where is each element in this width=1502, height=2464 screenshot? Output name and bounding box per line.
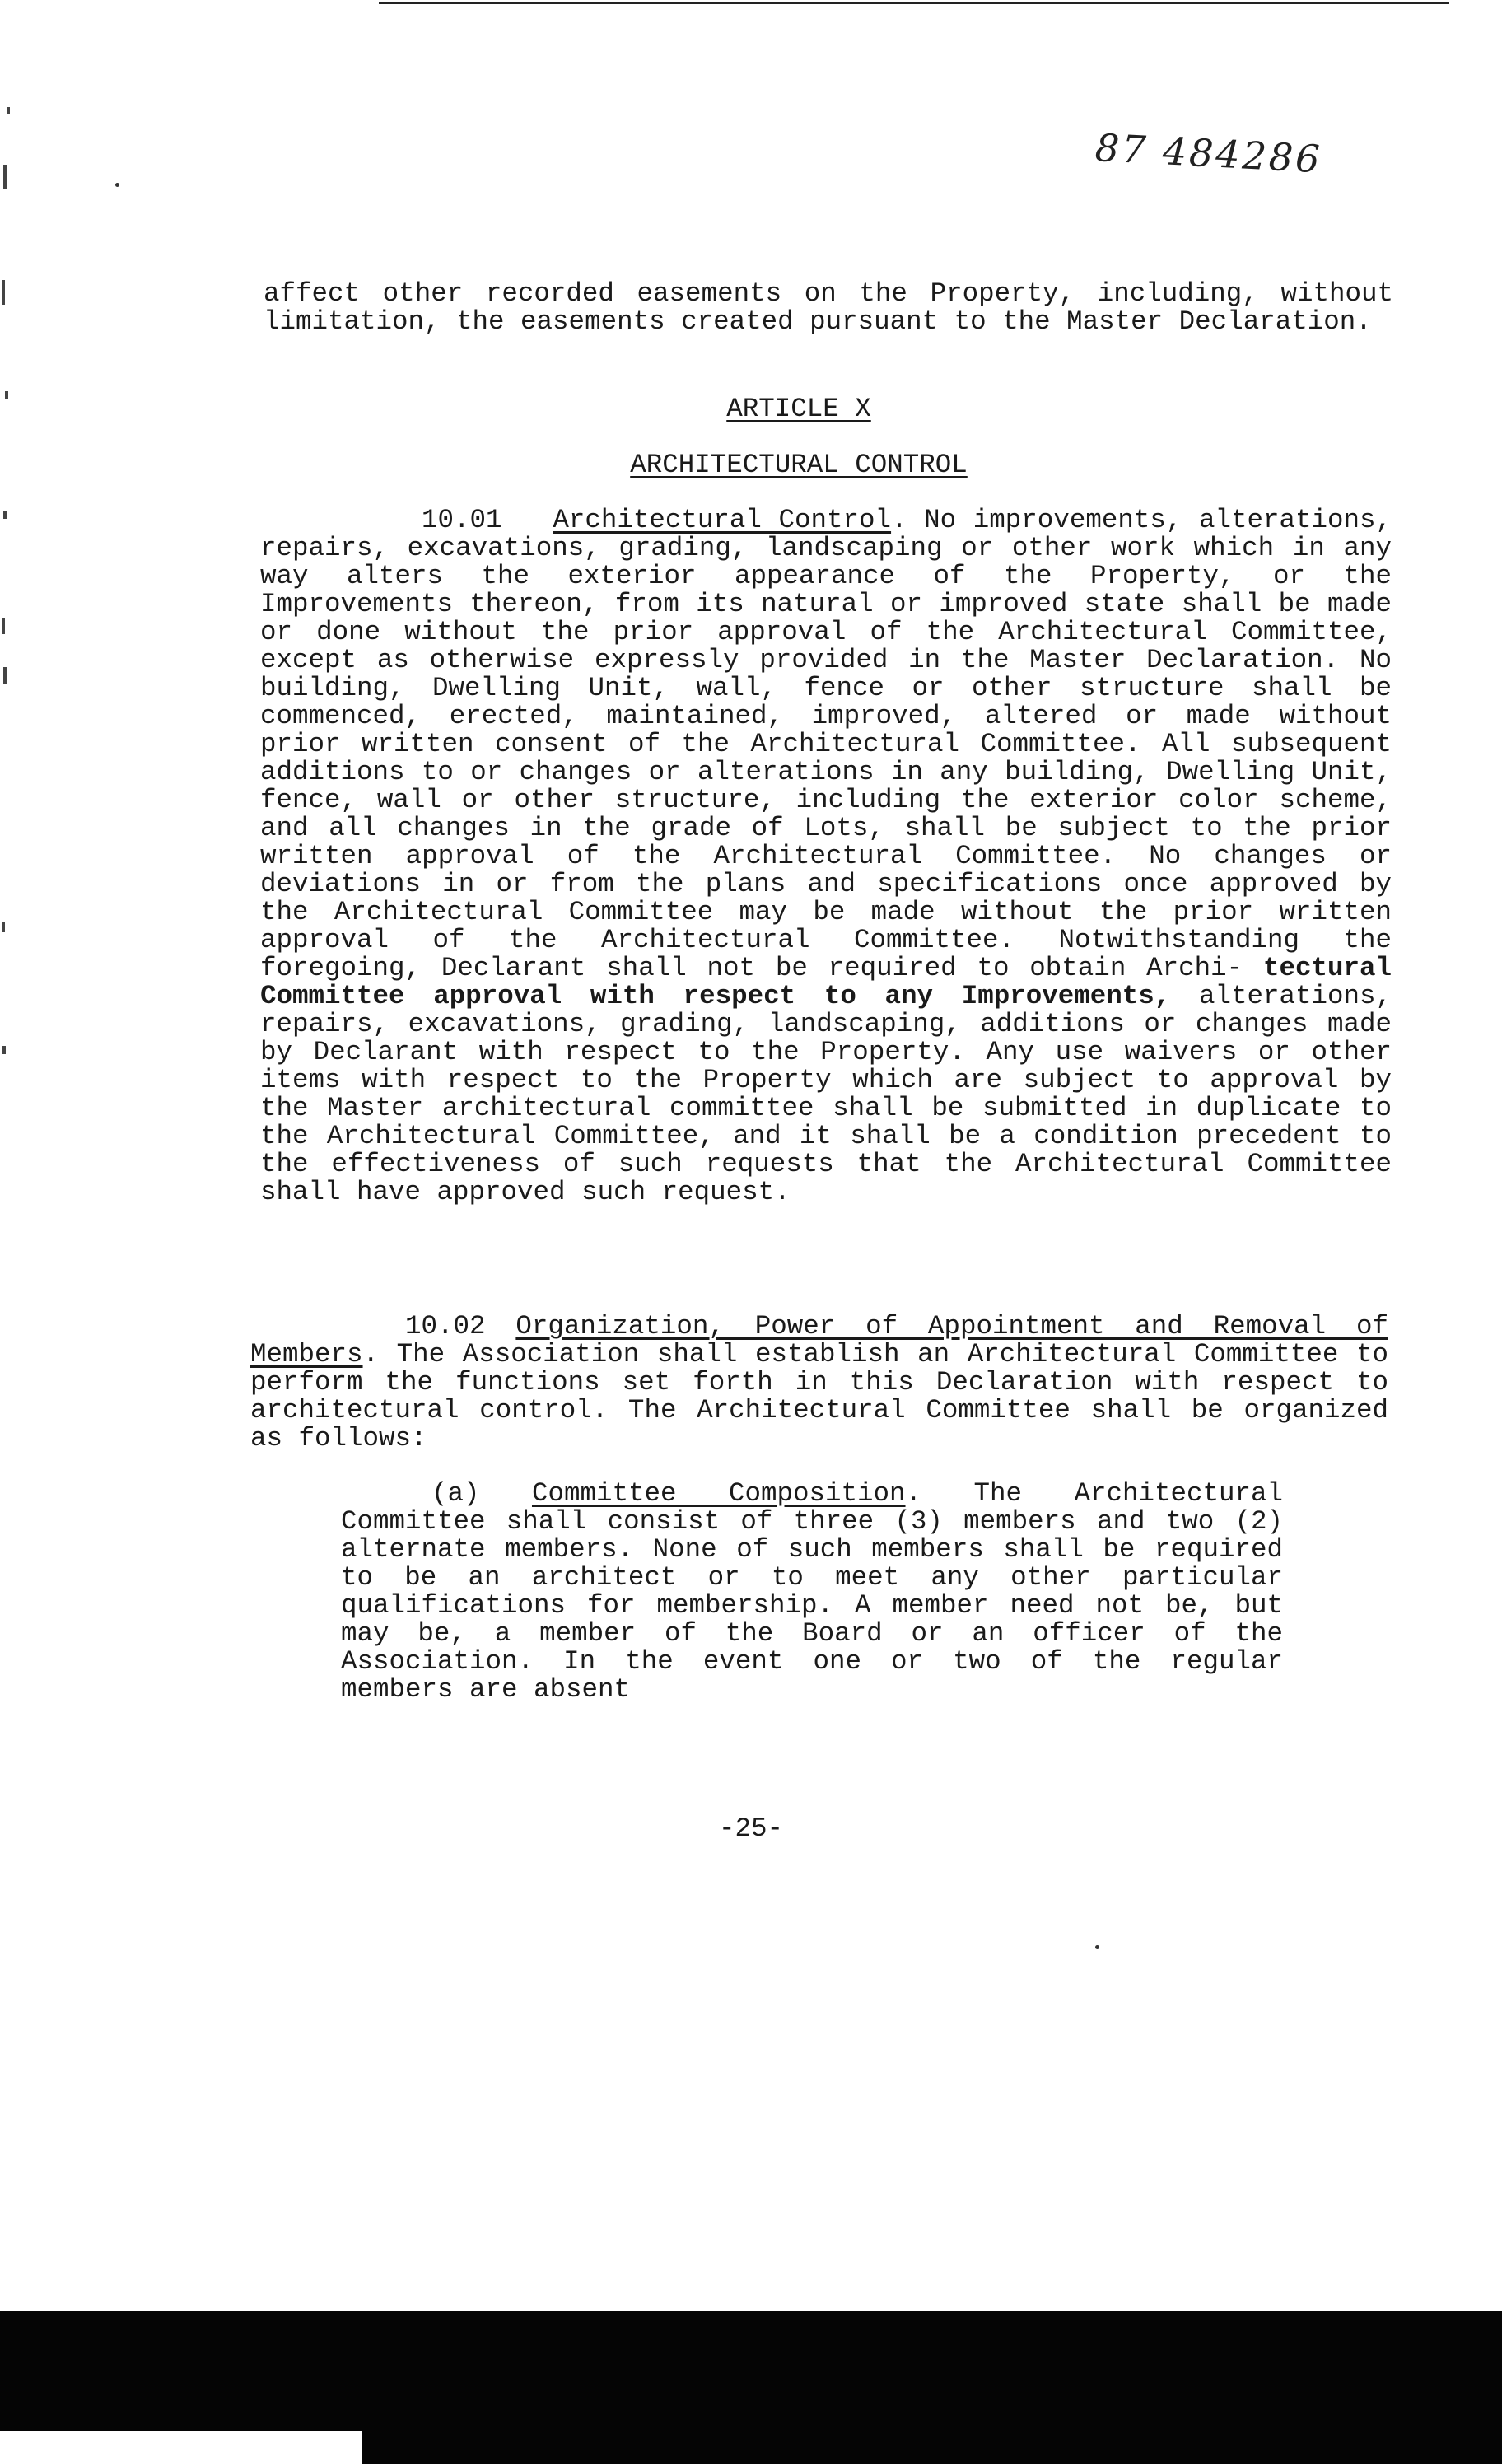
subsection-a — [341, 1480, 1283, 1704]
subsection-body: . The Architectural Committee shall consist of three (3) members and two (2) alternate members. None of such members shall be required to be an architect or to meet any other particular qualifications for membership. A member need not be, but may be, a member of the Board or an officer of the Association. In the event one or two of the regular members are absent — [341, 1478, 1283, 1705]
scan-edge-marks — [0, 99, 25, 1169]
document-number: 87 484286 — [1094, 125, 1323, 182]
section-body: . No improvements, alterations, repairs, excavations, grading, landscaping or other work which in any way alters the exterior appearance of the Property, or the Improvements thereon, from its natural or improved state shall be made or done without the prior approval of the Architectural Committee, except as otherwise expressly provided in the Master Declaration. No building, Dwelling Unit, wall, fence or other structure shall be commenced, erected, maintained, improved, altered or made without prior written consent of the Architectural Committee. All subsequent additions to or changes or alterations in any building, Dwelling Unit, fence, wall or other structure, including the exterior color scheme, and all changes in the grade of Lots, shall be subject to the prior written approval of the Architectural Committee. No changes or deviations in or from the plans and specifications once approved by the Architectural Committee may be made without the prior written approval of the Architectural Committee. Notwithstanding the foregoing, Declarant shall not be required to obtain Archi- — [260, 505, 1392, 983]
subsection-label: (a) — [431, 1478, 480, 1509]
section-10-02 — [250, 1313, 1388, 1453]
section-body: . The Association shall establish an Architectural Committee to perform the functions set forth in this Declaration with respect to architectural control. The Architectural Committee shall be organized as follows: — [250, 1339, 1388, 1454]
article-heading: ARTICLE X — [726, 394, 871, 424]
scan-top-rule — [379, 2, 1449, 4]
section-title: Organization, Power of Appointment and Removal of Members — [250, 1311, 1388, 1370]
scan-bottom-patch — [0, 2431, 362, 2464]
section-body-bold: tectural Committee approval with respect to any Improvements, — [260, 953, 1392, 1011]
scan-speck — [115, 183, 119, 187]
scan-speck — [1095, 1945, 1099, 1949]
section-number: 10.01 — [422, 505, 502, 535]
section-number: 10.02 — [405, 1311, 486, 1342]
article-title: ARCHITECTURAL CONTROL — [630, 450, 968, 480]
section-10-01 — [260, 506, 1392, 1206]
subsection-title: Committee Composition — [531, 1478, 906, 1509]
page-number: -25- — [718, 1813, 783, 1844]
section-body-continued: alterations, repairs, excavations, grading, landscaping, additions or changes made by Declarant with respect to the Property. Any use waivers or other items with respect to the Property which are subject to approval by the Master architectural committee shall be submitted in duplicate to the Architectural Committee, and it shall be a condition precedent to the effectiveness of such requests that the Architectural Committee shall have approved such request. — [260, 981, 1392, 1207]
paragraph-easements: affect other recorded easements on the Property, including, without limitation, the easements created pursuant to the Master Declaration. — [264, 278, 1393, 337]
section-title: Architectural Control — [553, 505, 892, 535]
